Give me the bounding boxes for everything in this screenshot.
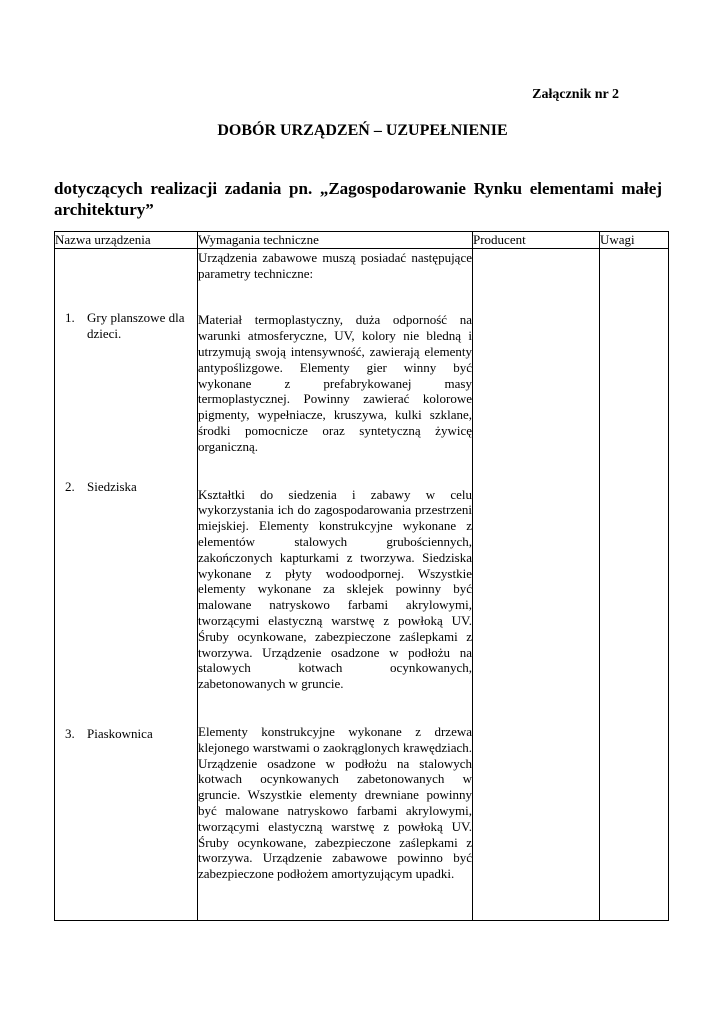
column-header-name: Nazwa urządzenia [55, 232, 198, 249]
item-name: Piaskownica [87, 725, 153, 741]
notes-cell[interactable] [600, 248, 669, 920]
document-title: DOBÓR URZĄDZEŃ – UZUPEŁNIENIE [217, 122, 508, 139]
producer-cell[interactable] [473, 248, 600, 920]
table-header-row [55, 232, 669, 249]
table-body-row [55, 248, 669, 920]
column-header-producer: Producent [473, 232, 600, 249]
list-item [65, 479, 193, 495]
document-subtitle: dotyczących realizacji zadania pn. „Zagospodarowanie Rynku elementami małej architektury” [54, 179, 662, 219]
column-header-notes: Uwagi [600, 232, 669, 249]
items-cell [55, 248, 198, 920]
item-number: 3. [65, 725, 75, 741]
requirements-intro: Urządzenia zabawowe muszą posiadać następujące parametry techniczne: [198, 249, 472, 281]
list-item [65, 726, 193, 742]
requirements-text: Kształtki do siedzenia i zabawy w celu wykorzystania ich do zagospodarowania przestrzeni miejskiej. Elementy konstrukcyjne wykonane z elementów stalowych grubościennych, zakończonych kapturkami z tworzywa. Siedziska wykonane z płyty wodoodpornej. Wszystkie elementy wykonane za sklejek powinny być malowane natryskowo farbami akrylowymi, tworzącymi elastyczną warstwę z powłoką UV. Śruby ocynkowane, zabezpieczone zaślepkami z tworzywa. Urządzenie osadzone w podłożu na stalowych kotwach ocynkowanych, zabetonowanych w gruncie. [198, 486, 472, 692]
item-number: 1. [65, 309, 75, 325]
item-name: Gry planszowe dla dzieci. [87, 309, 185, 341]
column-header-requirements: Wymagania techniczne [198, 232, 473, 249]
requirements-text: Elementy konstrukcyjne wykonane z drzewa klejonego warstwami o zaokrąglonych krawędziach. Urządzenie osadzone w podłożu na stalowych kotwach ocynkowanych zabetonowanych w gruncie. Wszystkie elementy drewniane powinny być malowane natryskowo farbami akrylowymi, tworzącymi elastyczną warstwę z powłoką UV. Śruby ocynkowane, zabezpieczone zaślepkami z tworzywa. Urządzenie zabawowe powinno być zabezpieczone podłożem amortyzującym upadki. [198, 723, 472, 882]
annex-label: Załącznik nr 2 [532, 87, 619, 102]
item-name: Siedziska [87, 478, 137, 494]
requirements-cell [198, 248, 473, 920]
requirements-text: Materiał termoplastyczny, duża odporność na warunki atmosferyczne, UV, kolory nie bledną i utrzymują swoją intensywność, zawierają elementy antypoślizgowe. Elementy gier winny być wykonane z prefabrykowanej masy termoplastycznej. Powinny zawierać kolorowe pigmenty, wypełniacze, kruszywa, kulki szklane, środki pomocnicze oraz syntetyczną żywicę organiczną. [198, 312, 472, 454]
list-item [65, 310, 193, 342]
equipment-table [54, 231, 669, 921]
item-number: 2. [65, 478, 75, 494]
